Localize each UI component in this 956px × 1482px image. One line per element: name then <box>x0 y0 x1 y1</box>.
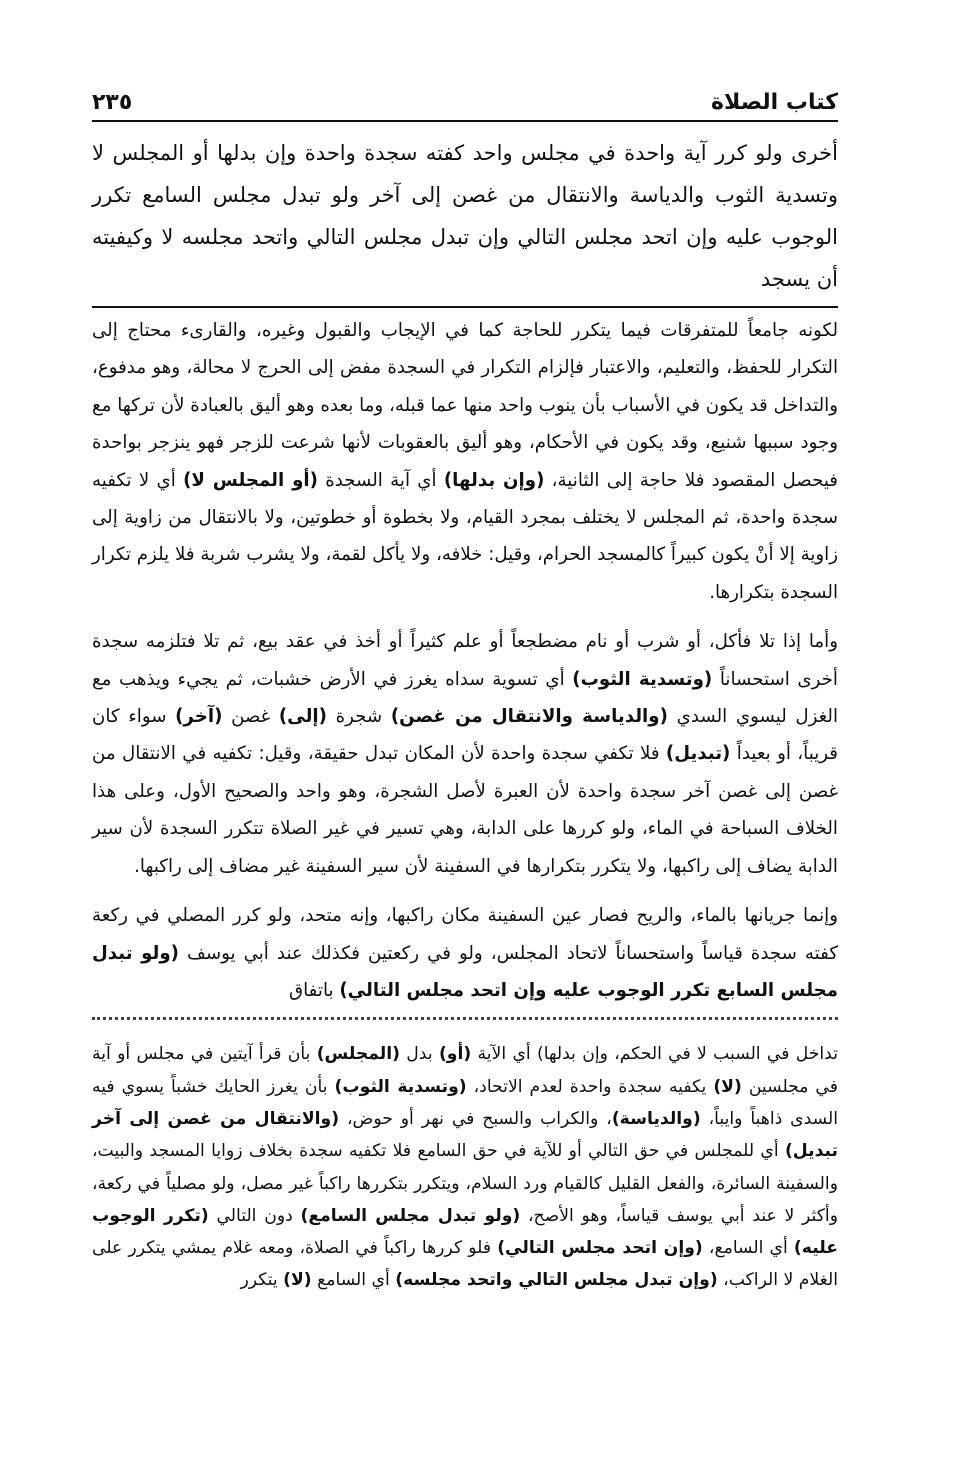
quoted-matn: (أو المجلس لا) <box>183 469 318 491</box>
text-run: يتكرر <box>240 1270 284 1291</box>
text-run: فلا تكفي سجدة واحدة لأن المكان تبدل حقيقة، وقيل: تكفيه في الانتقال من غصن إلى غصن آخر سجدة واحدة لأن العبرة لأصل الشجرة، وهو واحد والصحيح الأول، وعلى هذا الخلاف السباحة في الماء، ولو كررها على الدابة، وهي تسير في غير الصلاة تتكرر السجدة لأن سير الدابة يضاف إلى راكبها، ولا يتكرر بتكرارها في السفينة لأن سير السفينة غير مضاف إلى راكبها. <box>92 743 838 877</box>
text-run: شجرة <box>326 706 391 728</box>
quoted-matn: (آخر) <box>175 706 223 728</box>
marginal-gloss-paragraph <box>92 1038 838 1296</box>
text-run: تداخل في السبب لا في الحكم، وإن بدلها) أي الآية <box>471 1044 838 1065</box>
quoted-matn: (ولو تبدل مجلس السامع) <box>300 1205 521 1226</box>
quoted-matn: (تكرر الوجوب عليه) <box>92 1205 838 1259</box>
quoted-matn: (وتسدية الثوب) <box>334 1076 467 1097</box>
quoted-matn: (لا) <box>283 1270 312 1291</box>
page-number: ٢٣٥ <box>92 88 146 118</box>
text-run: ، والكراب والسبح في نهر أو حوض، <box>339 1108 612 1129</box>
text-run: أي للمجلس في حق التالي أو للآية في حق السامع فلا تكفيه سجدة بخلاف زوايا المسجد والبيت، والسفينة السائرة، والفعل القليل كالقيام ورد السلام، ويتكرر بتكررها راكباً غير مصل، ولو مصلياً في ركعة، وأكثر لا عند أبي يوسف قياساً، وهو الأصح، <box>92 1141 838 1226</box>
text-run: دون التالي <box>208 1205 301 1226</box>
quoted-matn: (وإن بدلها) <box>443 469 545 491</box>
commentary-section <box>92 306 838 1009</box>
quoted-matn: (والدياسة والانتقال من غصن) <box>390 706 668 728</box>
commentary-paragraph-2 <box>92 623 838 885</box>
text-run: أي تسوية سداه يغرز في الأرض خشبات، ثم يجيء ويذهب مع الغزل ليسوي السدي <box>92 668 839 728</box>
text-run: سواء كان قريباً، أو بعيداً <box>92 706 838 765</box>
dotted-separator <box>92 1017 838 1028</box>
quoted-matn: (ولو تبدل مجلس السابع تكرر الوجوب عليه وإن اتحد مجلس التالي) <box>92 942 838 1001</box>
marginal-gloss-section <box>92 1038 838 1296</box>
text-run: وإنما جريانها بالماء، والريح فصار عين السفينة مكان راكبها، وإنه متحد، ولو كرر المصلي في ركعة كفته سجدة قياساً واستحساناً لاتحاد المجلس، ولو في ركعتين فكذلك عند أبي يوسف <box>92 905 838 964</box>
quoted-matn: (والدياسة) <box>611 1108 701 1129</box>
running-header <box>92 82 838 122</box>
quoted-matn: (وتسدية الثوب) <box>572 668 713 690</box>
matn-text: أخرى ولو كرر آية واحدة في مجلس واحد كفته سجدة واحدة وإن بدلها أو المجلس لا وتسدية الثوب والدياسة والانتقال من غصن إلى آخر ولو تبدل مجلس السامع تكرر الوجوب عليه وإن اتحد مجلس التالي وإن تبدل مجلس التالي واتحد مجلسه لا وكيفيته أن يسجد <box>92 141 838 291</box>
text-run: فلو كررها راكباً في الصلاة، ومعه غلام يمشي يتكرر على الغلام لا الراكب، <box>92 1238 838 1291</box>
text-run: لكونه جامعاً للمتفرقات فيما يتكرر للحاجة كما في الإيجاب والقبول وغيره، والقارىء محتاج إلى التكرار للحفظ، والتعليم، والاعتبار فإلزام التكرار في السجدة مفض إلى الحرج لا محالة، وهو مدفوع، والتداخل قد يكون في الأسباب بأن ينوب واحد منها عما قبله، وما بعده وهو أليق بالعبادة لأن تركها مع وجود سببها شنيع، وقد يكون في الأحكام، وهو أليق بالعقوبات لأنها شرعت للزجر فهو ينزجر بواحدة فيحصل المقصود فلا حاجة إلى الثانية، <box>92 320 838 491</box>
quoted-matn: (تبديل) <box>665 743 731 765</box>
chapter-title: كتاب الصلاة <box>711 90 838 115</box>
text-run: بأن قرأ آيتين في مجلس أو آية في مجلسين <box>92 1044 838 1097</box>
quoted-matn: (المجلس) <box>316 1044 400 1065</box>
quoted-matn: (أو) <box>438 1044 472 1065</box>
commentary-paragraph-1 <box>92 312 838 611</box>
text-run: بدل <box>399 1044 439 1065</box>
quoted-matn: (إلى) <box>278 706 327 728</box>
text-run: باتفاق <box>289 979 340 1001</box>
text-run: بأن يغرز الحايك خشباً يسوي فيه السدى ذاهباً وايباً، <box>92 1076 838 1129</box>
text-run: أي لا تكفيه سجدة واحدة، ثم المجلس لا يختلف بمجرد القيام، ولا بخطوة أو خطوتين، ولا بالانتقال من زاوية إلى زاوية إلا أنْ يكون كبيراً كالمسجد الحرام، وقيل: خلافه، ولا يأكل لقمة، ولا يشرب شربة فلا يلزم تكرار السجدة بتكرارها. <box>92 469 838 603</box>
commentary-paragraph-3 <box>92 897 838 1009</box>
quoted-matn: (وإن اتحد مجلس التالي) <box>497 1238 703 1259</box>
text-run: غصن <box>222 706 279 728</box>
text-run: وأما إذا تلا فأكل، أو شرب أو نام مضطجعاً أو علم كثيراً أو أخذ في عقد بيع، ثم تلا فتلزمه سجدة أخرى استحساناً <box>92 631 838 690</box>
quoted-matn: (لا) <box>713 1076 742 1097</box>
text-run: أي آية السجدة <box>317 469 444 491</box>
text-run: أي السامع، <box>702 1238 794 1259</box>
text-run: أي السامع <box>311 1270 396 1291</box>
quoted-matn: (وإن تبدل مجلس التالي واتحد مجلسه) <box>395 1270 718 1291</box>
quoted-matn: (والانتقال من غصن إلى آخر تبديل) <box>92 1108 838 1162</box>
text-run: يكفيه سجدة واحدة لعدم الاتحاد، <box>466 1076 714 1097</box>
